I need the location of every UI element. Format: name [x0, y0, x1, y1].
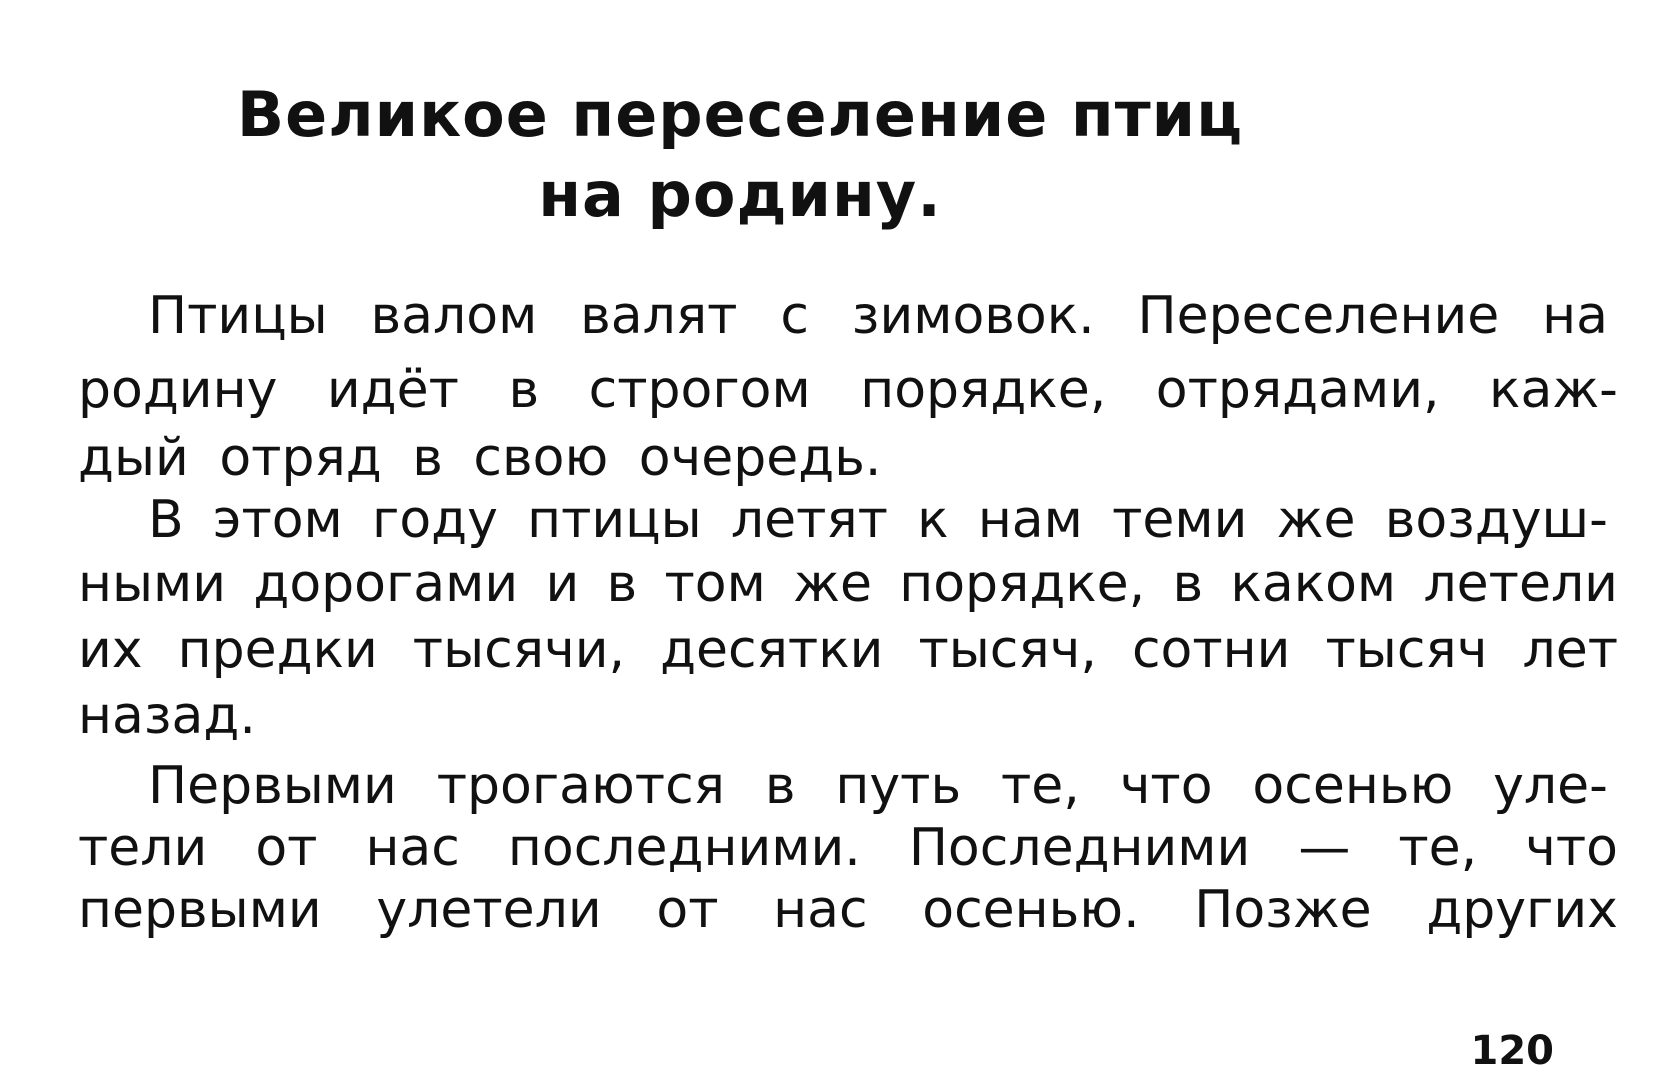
word: Переселение: [1137, 286, 1500, 346]
word: уле-: [1493, 756, 1608, 816]
word: от: [255, 818, 318, 878]
word: трогаются: [436, 756, 725, 816]
word: первыми: [78, 880, 322, 940]
word: в: [508, 360, 540, 420]
paragraph-2-line-4: назад.: [78, 686, 256, 746]
word: тысяч: [1325, 620, 1488, 680]
word: тысяч,: [918, 620, 1097, 680]
word: те,: [1001, 756, 1080, 816]
word: воздуш-: [1384, 490, 1608, 550]
word: идёт: [326, 360, 459, 420]
word: осенью: [1252, 756, 1454, 816]
word: десятки: [660, 620, 884, 680]
word: на: [1542, 286, 1608, 346]
word: Последними: [908, 818, 1251, 878]
paragraph-2-line-1: [148, 490, 1608, 550]
word: дорогами: [253, 554, 519, 614]
word: валят: [580, 286, 738, 346]
word: с: [780, 286, 809, 346]
word: сотни: [1131, 620, 1291, 680]
page-number: 120: [1470, 1028, 1554, 1074]
word: путь: [835, 756, 962, 816]
word: строгом: [588, 360, 811, 420]
word: —: [1298, 818, 1351, 878]
word: порядке,: [899, 554, 1146, 614]
word: В: [148, 490, 184, 550]
word: этом: [212, 490, 343, 550]
word: что: [1119, 756, 1213, 816]
word: родину: [78, 360, 278, 420]
word: осенью.: [922, 880, 1140, 940]
word: их: [78, 620, 143, 680]
word: предки: [177, 620, 378, 680]
word: тысячи,: [412, 620, 626, 680]
word: летят: [730, 490, 888, 550]
word: других: [1426, 880, 1618, 940]
word: порядке,: [860, 360, 1107, 420]
word: и: [545, 554, 580, 614]
paragraph-2-line-3: [78, 620, 1618, 680]
word: нас: [773, 880, 868, 940]
word: же: [1276, 490, 1356, 550]
paragraph-2-line-2: [78, 554, 1618, 614]
word: к: [917, 490, 949, 550]
word: каж-: [1489, 360, 1618, 420]
title-line-2: на родину.: [538, 158, 942, 231]
word: ными: [78, 554, 227, 614]
word: тели: [78, 818, 208, 878]
word: зимовок.: [851, 286, 1095, 346]
paragraph-1-line-2: [78, 360, 1618, 420]
paragraph-1-line-3: дый отряд в свою очередь.: [78, 428, 882, 488]
word: улетели: [376, 880, 602, 940]
word: каком: [1230, 554, 1397, 614]
word: нам: [977, 490, 1083, 550]
word: том: [664, 554, 766, 614]
word: Птицы: [148, 286, 328, 346]
word: последними.: [507, 818, 861, 878]
word: от: [656, 880, 719, 940]
title-line-1: Великое переселение птиц: [236, 78, 1244, 151]
word: летели: [1423, 554, 1618, 614]
word: те,: [1398, 818, 1478, 878]
paragraph-3-line-1: [148, 756, 1608, 816]
word: в: [606, 554, 638, 614]
word: же: [793, 554, 872, 614]
word: птицы: [527, 490, 702, 550]
word: отрядами,: [1155, 360, 1440, 420]
word: лет: [1522, 620, 1618, 680]
word: году: [372, 490, 498, 550]
word: Позже: [1194, 880, 1372, 940]
word: Первыми: [148, 756, 397, 816]
word: теми: [1112, 490, 1248, 550]
paragraph-1-line-1: [148, 286, 1608, 346]
word: в: [764, 756, 796, 816]
word: что: [1525, 818, 1618, 878]
word: нас: [365, 818, 460, 878]
word: валом: [370, 286, 538, 346]
word: в: [1172, 554, 1204, 614]
paragraph-3-line-3: [78, 880, 1618, 940]
paragraph-3-line-2: [78, 818, 1618, 878]
